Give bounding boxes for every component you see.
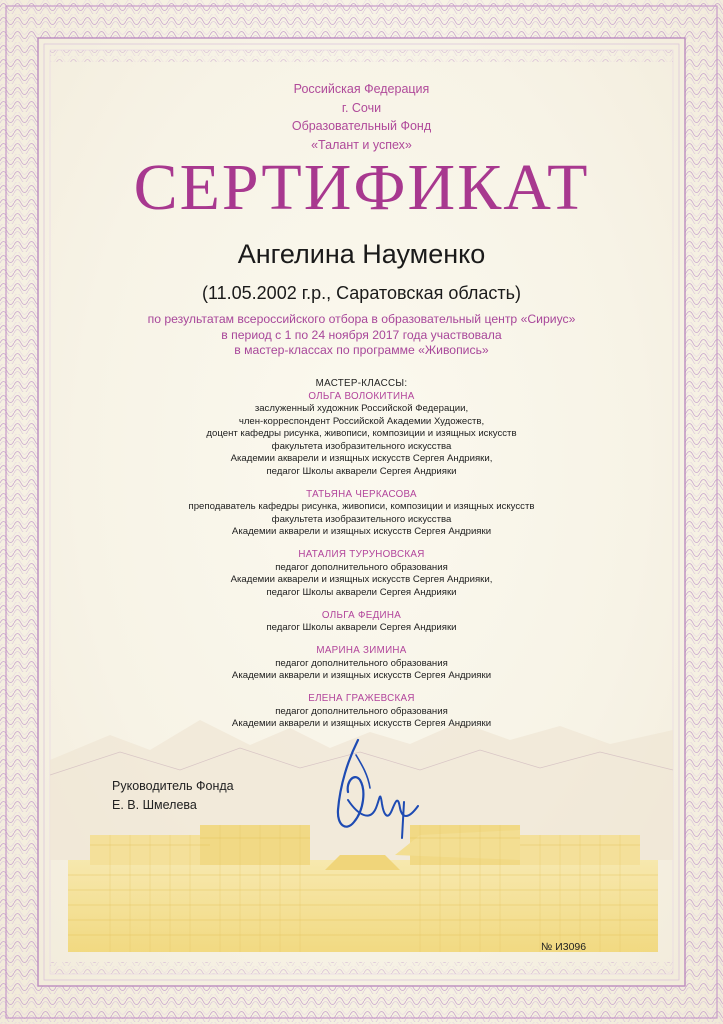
- teacher-line: Академии акварели и изящных искусств Сергея Андрияки,: [230, 574, 493, 585]
- teacher-line: преподаватель кафедры рисунка, живописи, композиции и изящных искусств: [188, 501, 535, 512]
- teacher-line: педагог дополнительного образования: [275, 657, 448, 669]
- teacher-line: Академии акварели и изящных искусств Сергея Андрияки: [231, 718, 492, 729]
- certificate-number: № И3096: [541, 941, 587, 953]
- master-classes-heading: МАСТЕР-КЛАССЫ:: [315, 378, 408, 389]
- teacher-line: Академии акварели и изящных искусств Сергея Андрияки: [231, 670, 492, 681]
- header-org-name: «Талант и успех»: [311, 137, 412, 152]
- teacher-name: НАТАЛИЯ ТУРУНОВСКАЯ: [298, 549, 425, 560]
- teacher-name: ЕЛЕНА ГРАЖЕВСКАЯ: [308, 693, 415, 704]
- teacher-name: ОЛЬГА ФЕДИНА: [321, 609, 402, 621]
- signer-role: Руководитель Фонда: [112, 779, 234, 793]
- master-classes: [0, 378, 723, 731]
- teacher-line: Академии акварели и изящных искусств Сергея Андрияки: [231, 526, 492, 537]
- teacher-name: МАРИНА ЗИМИНА: [316, 645, 407, 656]
- certificate-description: [0, 312, 723, 359]
- teacher-line: Академии акварели и изящных искусств Сергея Андрияки,: [230, 453, 493, 464]
- teacher-line: педагог дополнительного образования: [275, 705, 448, 717]
- teacher-name: ТАТЬЯНА ЧЕРКАСОВА: [306, 488, 417, 500]
- teacher-line: факультета изобразительного искусства: [271, 513, 452, 525]
- teacher-line: педагог Школы акварели Сергея Андрияки: [266, 586, 457, 598]
- certificate-title: СЕРТИФИКАТ: [133, 151, 590, 224]
- signature-icon: [318, 730, 448, 840]
- description-line: в мастер-классах по программе «Живопись»: [234, 343, 489, 358]
- description-line: по результатам всероссийского отбора в образовательный центр «Сириус»: [147, 312, 576, 326]
- teacher-line: доцент кафедры рисунка, живописи, композиции и изящных искусств: [206, 428, 517, 439]
- description-line: в период с 1 по 24 ноября 2017 года участвовала: [221, 327, 502, 342]
- header-city: г. Сочи: [341, 100, 382, 115]
- teacher-line: педагог Школы акварели Сергея Андрияки: [266, 465, 457, 477]
- header-country: Российская Федерация: [293, 82, 430, 96]
- signer-name: Е. В. Шмелева: [112, 798, 197, 812]
- teacher-line: заслуженный художник Российской Федерации,: [254, 403, 469, 414]
- recipient-details: (11.05.2002 г.р., Саратовская область): [201, 283, 522, 303]
- teacher-line: член-корреспондент Российской Академии Художеств,: [238, 415, 485, 427]
- teacher-line: педагог дополнительного образования: [275, 561, 448, 573]
- issuer-header: [0, 80, 723, 154]
- recipient-name: Ангелина Науменко: [237, 239, 486, 269]
- teacher-line: педагог Школы акварели Сергея Андрияки: [266, 622, 457, 633]
- header-org: Образовательный Фонд: [291, 119, 432, 133]
- teacher-name: ОЛЬГА ВОЛОКИТИНА: [308, 390, 415, 402]
- teacher-line: факультета изобразительного искусства: [271, 440, 452, 452]
